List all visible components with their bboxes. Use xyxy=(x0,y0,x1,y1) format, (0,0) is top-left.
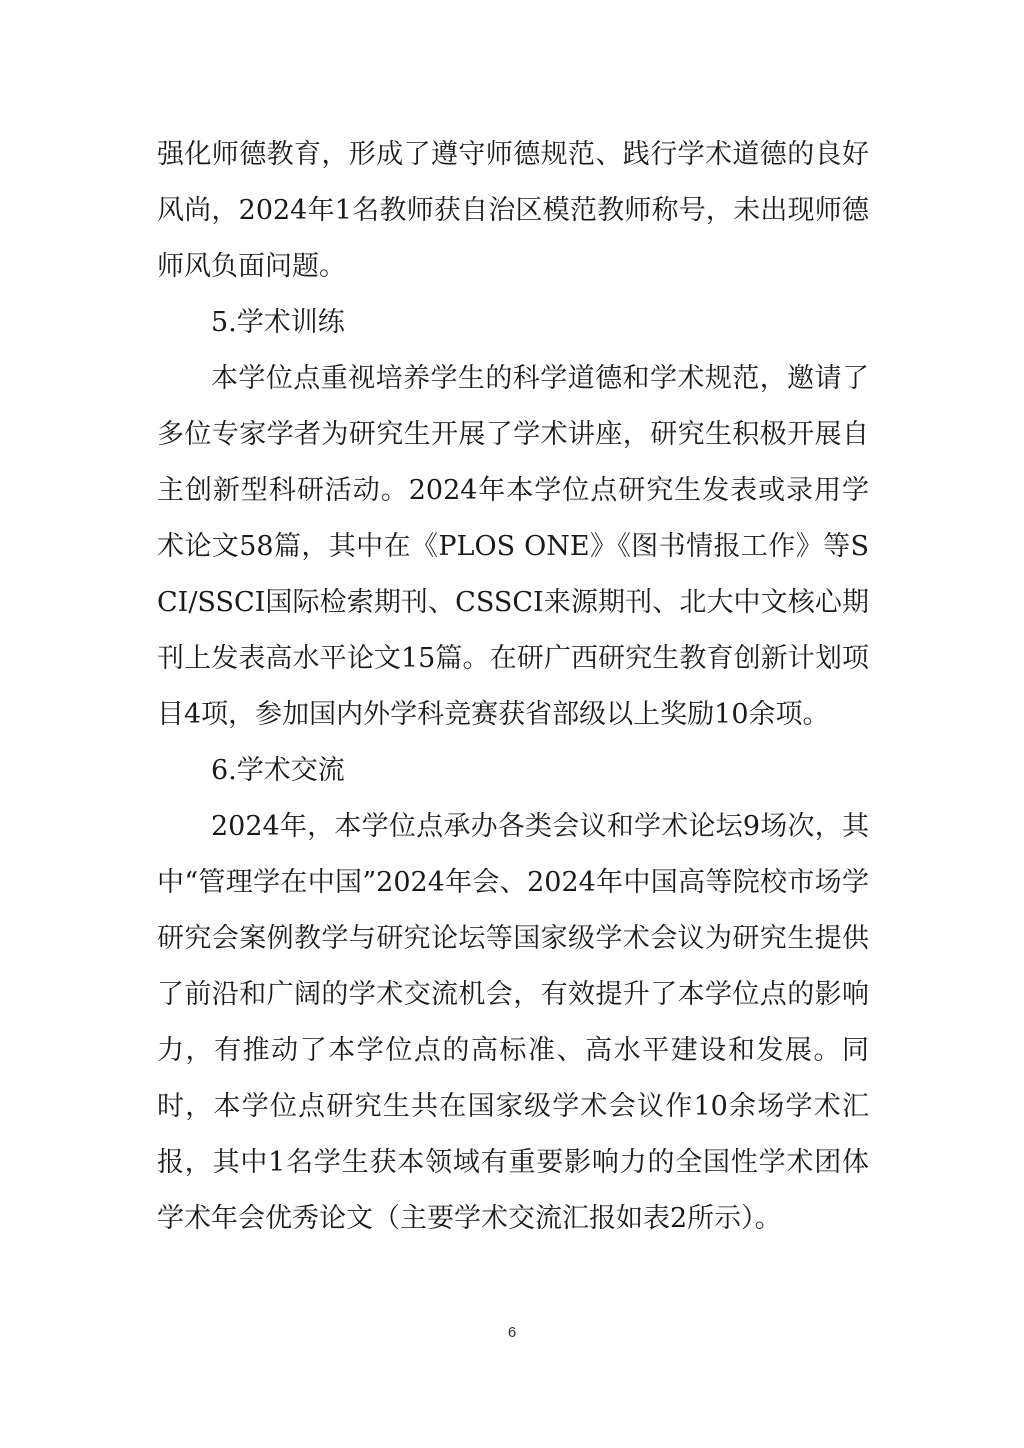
page-body xyxy=(157,127,869,1247)
section-heading-academic-exchange: 6.学术交流 xyxy=(211,755,345,786)
paragraph-teacher-ethics: 强化师德教育，形成了遵守师德规范、践行学术道德的良好风尚，2024年1名教师获自治区模范教师称号，未出现师德师风负面问题。 xyxy=(157,139,869,282)
page-number: 6 xyxy=(507,1324,517,1341)
paragraph-academic-training: 本学位点重视培养学生的科学道德和学术规范，邀请了多位专家学者为研究生开展了学术讲座，研究生积极开展自主创新型科研活动。2024年本学位点研究生发表或录用学术论文58篇，其中在《PLOS ONE》《图书情报工作》等SCI/SSCI国际检索期刊、CSSCI来源期刊、北大中文核心期刊上发表高水平论文15篇。在研广西研究生教育创新计划项目4项，参加国内外学科竞赛获省部级以上奖励10余项。 xyxy=(157,363,869,730)
paragraph-academic-exchange: 2024年，本学位点承办各类会议和学术论坛9场次，其中“管理学在中国”2024年会、2024年中国高等院校市场学研究会案例教学与研究论坛等国家级学术会议为研究生提供了前沿和广阔的学术交流机会，有效提升了本学位点的影响力，有推动了本学位点的高标准、高水平建设和发展。同时，本学位点研究生共在国家级学术会议作10余场学术汇报，其中1名学生获本领域有重要影响力的全国性学术团体学术年会优秀论文（主要学术交流汇报如表2所示）。 xyxy=(157,811,869,1234)
section-heading-academic-training: 5.学术训练 xyxy=(211,307,345,338)
